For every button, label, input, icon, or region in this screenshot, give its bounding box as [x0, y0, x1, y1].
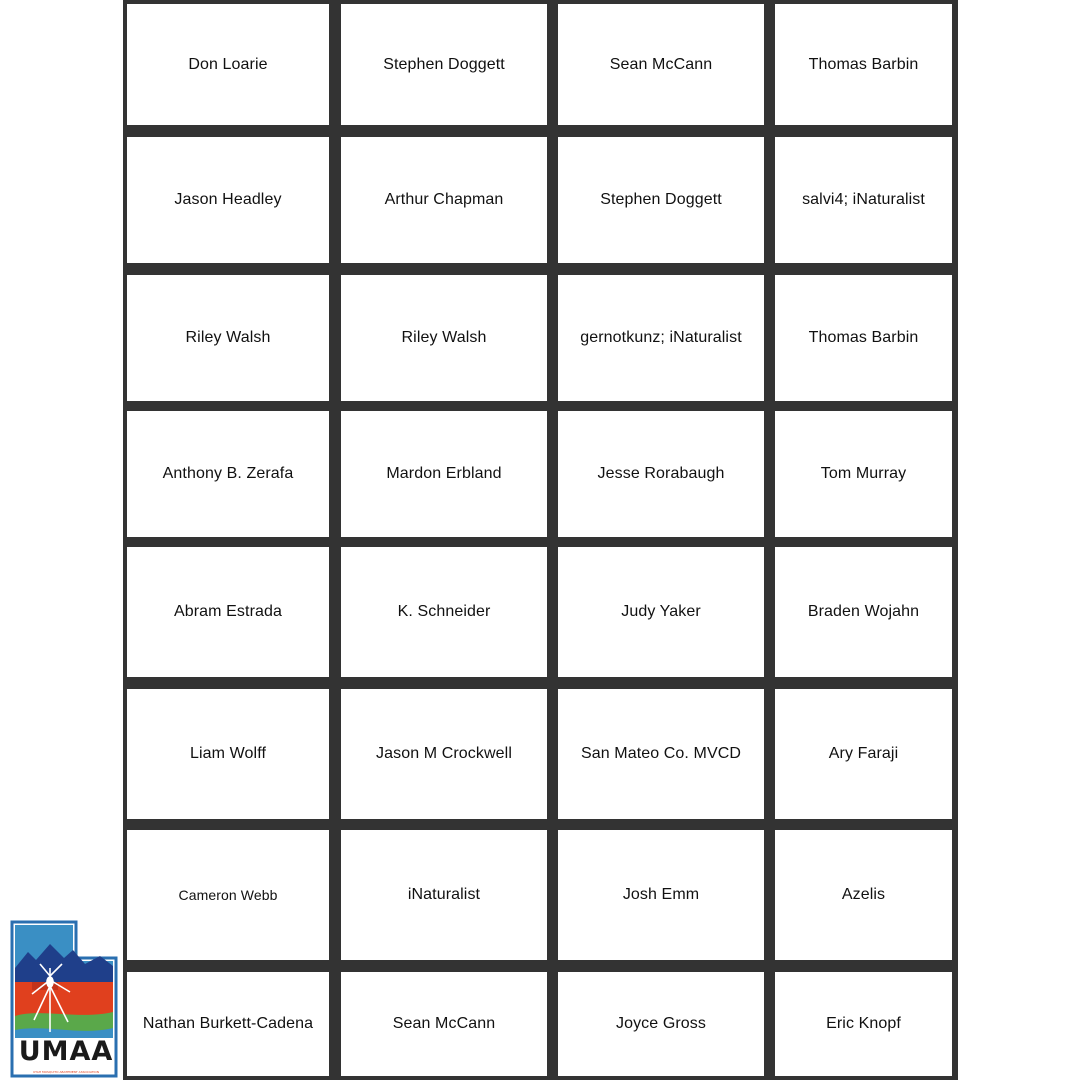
credit-name: salvi4; iNaturalist	[802, 191, 925, 208]
grid-cell	[558, 972, 764, 1076]
grid-cell	[558, 547, 764, 677]
credit-name: Mardon Erbland	[386, 465, 502, 482]
credit-name: Cameron Webb	[178, 887, 278, 903]
credit-name: Arthur Chapman	[384, 191, 504, 208]
grid-cell	[127, 547, 329, 677]
grid-cell	[775, 137, 952, 263]
grid-cell	[127, 411, 329, 537]
grid-cell	[558, 275, 764, 401]
grid-cell	[341, 411, 547, 537]
grid-cell	[341, 275, 547, 401]
grid-cell	[127, 137, 329, 263]
credit-name: Thomas Barbin	[808, 329, 919, 346]
grid-cell	[558, 830, 764, 960]
credit-name: Eric Knopf	[826, 1015, 901, 1032]
credit-name: Jason M Crockwell	[376, 745, 512, 762]
grid-cell	[127, 4, 329, 125]
grid-cell	[558, 4, 764, 125]
logo-wordmark: UMAA	[18, 1036, 114, 1067]
credit-name: Abram Estrada	[173, 603, 282, 620]
grid-cell	[775, 4, 952, 125]
credits-grid	[123, 0, 958, 1080]
grid-cell	[341, 972, 547, 1076]
grid-cell	[341, 830, 547, 960]
grid-cell	[127, 972, 329, 1076]
grid-cell	[341, 4, 547, 125]
grid-cell	[558, 689, 764, 819]
grid-cell	[775, 411, 952, 537]
logo-subtitle: UTAH MOSQUITO ABATEMENT ASSOCIATION	[32, 1070, 100, 1074]
credit-name: Liam Wolff	[190, 745, 266, 762]
grid-cell	[558, 411, 764, 537]
credit-name: iNaturalist	[407, 886, 481, 903]
credit-name: Ary Faraji	[828, 745, 899, 762]
grid-cell	[341, 547, 547, 677]
credit-name: Riley Walsh	[401, 329, 487, 346]
credit-name: Riley Walsh	[185, 329, 271, 346]
grid-cell	[341, 689, 547, 819]
grid-cell	[127, 830, 329, 960]
credit-name: San Mateo Co. MVCD	[580, 745, 742, 762]
credit-name: gernotkunz; iNaturalist	[580, 329, 742, 346]
grid-cell	[127, 275, 329, 401]
credit-name: Jesse Rorabaugh	[597, 465, 725, 482]
grid-cell	[775, 689, 952, 819]
umaa-logo	[10, 920, 118, 1078]
credit-name: Josh Emm	[622, 886, 700, 903]
credit-name: Thomas Barbin	[808, 55, 919, 73]
credit-name: Tom Murray	[820, 465, 907, 482]
credit-name: Don Loarie	[188, 55, 268, 73]
credit-name: Stephen Doggett	[600, 191, 722, 208]
credit-name: Sean McCann	[392, 1015, 496, 1032]
grid-cell	[775, 547, 952, 677]
credit-name: K. Schneider	[397, 603, 491, 620]
credit-name: Azelis	[841, 886, 886, 903]
grid-cell	[127, 689, 329, 819]
credit-name: Nathan Burkett-Cadena	[142, 1015, 314, 1032]
credit-name: Braden Wojahn	[807, 603, 920, 620]
grid-cell	[341, 137, 547, 263]
credit-name: Sean McCann	[609, 55, 713, 73]
credit-name: Judy Yaker	[621, 603, 701, 620]
credit-name: Anthony B. Zerafa	[162, 465, 294, 482]
credit-name: Jason Headley	[174, 191, 282, 208]
grid-cell	[558, 137, 764, 263]
grid-cell	[775, 830, 952, 960]
grid-cell	[775, 275, 952, 401]
grid-cell	[775, 972, 952, 1076]
credit-name: Joyce Gross	[615, 1015, 706, 1032]
credit-name: Stephen Doggett	[383, 55, 505, 73]
